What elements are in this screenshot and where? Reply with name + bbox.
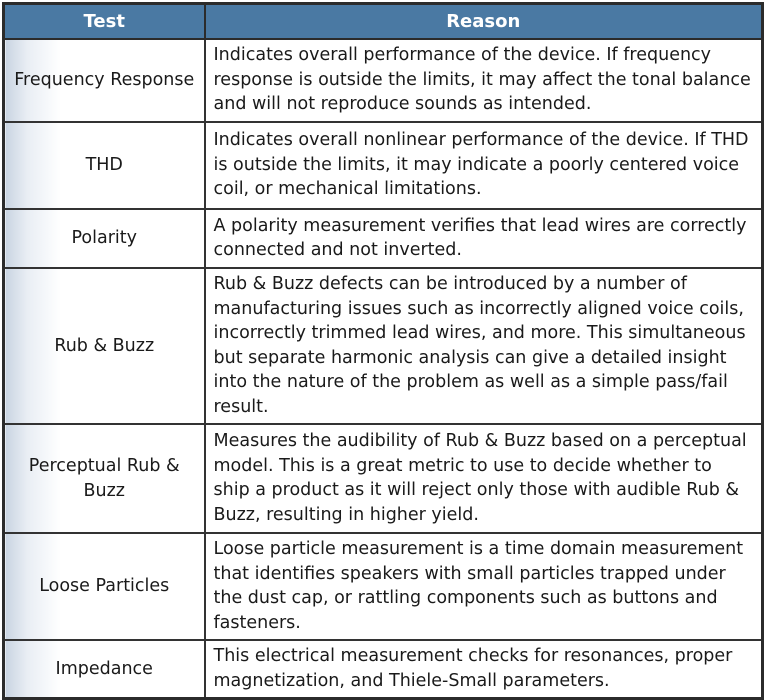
table-row xyxy=(4,533,763,640)
table-row xyxy=(4,209,763,268)
test-cell: Perceptual Rub & Buzz xyxy=(4,424,205,533)
reason-cell: Indicates overall performance of the device. If frequency response is outside the limits, it may affect the tonal balance and will not reproduce sounds as intended. xyxy=(205,39,763,122)
reason-cell: Loose particle measurement is a time domain measurement that identifies speakers with small particles trapped under the dust cap, or rattling components such as buttons and fasteners. xyxy=(205,533,763,640)
table-row xyxy=(4,640,763,699)
reason-cell: Measures the audibility of Rub & Buzz based on a perceptual model. This is a great metric to use to decide whether to ship a product as it will reject only those with audible Rub & Buzz, resulting in higher yield. xyxy=(205,424,763,533)
header-test: Test xyxy=(4,4,205,40)
test-cell: Loose Particles xyxy=(4,533,205,640)
test-cell: Polarity xyxy=(4,209,205,268)
reason-cell: Indicates overall nonlinear performance of the device. If THD is outside the limits, it may indicate a poorly centered voice coil, or mechanical limitations. xyxy=(205,122,763,209)
header-reason: Reason xyxy=(205,4,763,40)
table-row xyxy=(4,268,763,424)
test-cell: Frequency Response xyxy=(4,39,205,122)
table-row xyxy=(4,39,763,122)
table-row xyxy=(4,122,763,209)
reason-cell: Rub & Buzz defects can be introduced by a number of manufacturing issues such as incorrectly aligned voice coils, incorrectly trimmed lead wires, and more. This simultaneous but separate harmonic analysis can give a detailed insight into the nature of the problem as well as a simple pass/fail result. xyxy=(205,268,763,424)
test-cell: Impedance xyxy=(4,640,205,699)
header-row xyxy=(4,4,763,40)
test-cell: Rub & Buzz xyxy=(4,268,205,424)
test-cell: THD xyxy=(4,122,205,209)
reason-cell: A polarity measurement verifies that lead wires are correctly connected and not inverted. xyxy=(205,209,763,268)
table-row xyxy=(4,424,763,533)
test-reason-table xyxy=(2,2,764,700)
test-reason-table-container xyxy=(2,2,761,700)
reason-cell: This electrical measurement checks for resonances, proper magnetization, and Thiele-Small parameters. xyxy=(205,640,763,699)
